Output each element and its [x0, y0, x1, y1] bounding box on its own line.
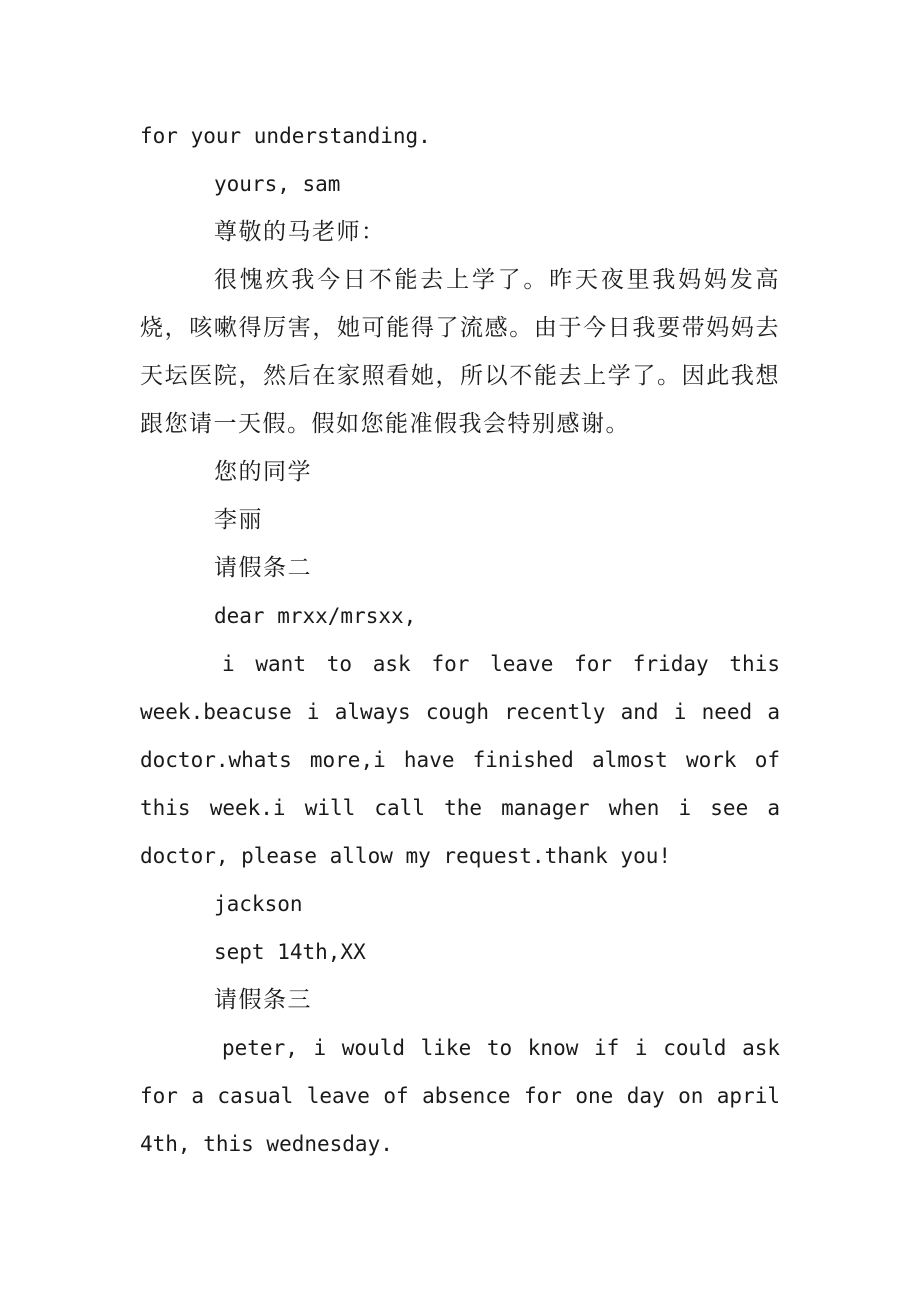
heading-leave-note-three: 请假条三 [214, 987, 312, 1013]
leave-note-two-body: i want to ask for leave for friday this week.beacuse i always cough recently and i need a doctor.whats more,i have finished almost work of this week.i will call the manager when i see a doctor, please allow my request.thank you! [140, 652, 780, 868]
heading-leave-note-two: 请假条二 [214, 555, 312, 581]
date-line: sept 14th,XX [214, 940, 366, 964]
signature-jackson: jackson [214, 892, 303, 916]
salutation-teacher-ma: 尊敬的马老师： [214, 219, 386, 245]
signature-sam: yours, sam [214, 172, 341, 196]
leave-note-three-body: peter, i would like to know if i could ask for a casual leave of absence for one day on april 4th, this wednesday. [140, 1036, 780, 1156]
document-page [140, 112, 780, 1168]
signature-li-li: 李丽 [214, 507, 263, 533]
sign-off-classmate: 您的同学 [214, 459, 312, 485]
leave-note-one-body: 很愧疚我今日不能去上学了。昨天夜里我妈妈发高烧，咳嗽得厉害，她可能得了流感。由于今日我要带妈妈去天坛医院，然后在家照看她，所以不能去上学了。因此我想跟您请一天假。假如您能准假我会特别感谢。 [140, 267, 780, 437]
salutation-dear: dear mrxx/mrsxx, [214, 604, 417, 628]
closing-line: for your understanding. [140, 124, 431, 148]
